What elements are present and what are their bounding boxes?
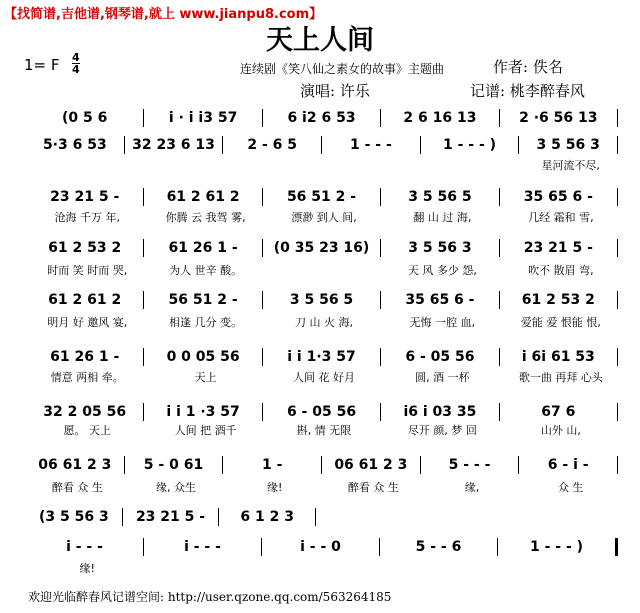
bar-line xyxy=(262,291,263,309)
lyric: 醉看 众 生 xyxy=(51,481,103,494)
measure: (0 35 23 16) xyxy=(273,240,370,256)
bar-line xyxy=(262,348,263,366)
measure: 6 1 2 3 xyxy=(240,509,294,525)
measure: 3 5 56 3 xyxy=(536,137,600,153)
lyrics-line xyxy=(28,422,620,438)
bar-line xyxy=(143,109,144,127)
measure: 1 - xyxy=(261,457,283,473)
bar-line xyxy=(143,188,144,206)
bar-line xyxy=(380,291,381,309)
bar-line xyxy=(380,188,381,206)
lyric: 缘! xyxy=(79,562,95,575)
bar-line xyxy=(315,508,316,526)
bar-line xyxy=(124,136,125,154)
lyric: 刀 山 火 海, xyxy=(295,316,354,329)
lyric: 斟, 情 无限 xyxy=(296,424,352,437)
lyric: 尽开 颜, 梦 回 xyxy=(407,424,477,437)
measure: 1 - - - xyxy=(349,137,392,153)
measure: 61 2 53 2 xyxy=(521,292,595,308)
measure: 35 65 6 - xyxy=(523,189,593,205)
footer-link[interactable]: 欢迎光临醉春风记谱空间: http://user.qzone.qq.com/563264185 xyxy=(28,590,392,604)
transcriber: 记谱: 桃李醉春风 xyxy=(470,82,585,100)
notation-line xyxy=(28,507,318,527)
measure: i - - 0 xyxy=(300,539,341,555)
bar-line xyxy=(617,109,618,127)
bar-line xyxy=(617,136,618,154)
time-signature xyxy=(72,52,80,75)
measure: 2 6 16 13 xyxy=(403,110,477,126)
bar-line xyxy=(499,239,500,257)
bar-line xyxy=(420,456,421,474)
bar-line xyxy=(617,403,618,421)
measure: i6 i 03 35 xyxy=(403,404,477,420)
notation-line xyxy=(28,238,620,258)
lyric xyxy=(265,262,383,278)
measure: i - - - xyxy=(184,539,221,555)
measure: 23 21 5 - xyxy=(523,240,593,256)
lyric xyxy=(225,157,324,173)
bar-line xyxy=(143,291,144,309)
lyric xyxy=(127,157,226,173)
bar-line xyxy=(499,348,500,366)
bar-line xyxy=(124,456,125,474)
measure: 61 2 53 2 xyxy=(48,240,122,256)
lyric xyxy=(265,560,383,576)
lyric xyxy=(324,157,423,173)
measure: i · i i3 57 xyxy=(168,110,238,126)
measure: 3 5 56 5 xyxy=(289,292,354,308)
lyrics-line xyxy=(28,262,620,278)
measure: i i 1·3 57 xyxy=(287,349,356,365)
bar-line xyxy=(222,136,223,154)
bar-line xyxy=(143,348,144,366)
lyric: 歌一曲 再拜 心头 xyxy=(518,371,603,384)
measure: 67 6 xyxy=(541,404,576,420)
bar-line xyxy=(262,188,263,206)
lyric: 醉看 众 生 xyxy=(347,481,399,494)
lyrics-line xyxy=(28,369,620,385)
lyrics-line xyxy=(28,157,620,173)
notation-line xyxy=(28,537,620,557)
measure: 23 21 5 - xyxy=(135,509,206,525)
singer: 演唱: 许乐 xyxy=(300,82,370,100)
bar-line xyxy=(143,538,144,556)
lyric: 天上 xyxy=(194,371,217,384)
measure: 6 i2 6 53 xyxy=(287,110,356,126)
measure: 0 0 05 56 xyxy=(166,349,240,365)
measure: 6 - i - xyxy=(547,457,589,473)
measure: 06 61 2 3 xyxy=(38,457,112,473)
bar-line xyxy=(617,188,618,206)
bar-line xyxy=(615,538,618,556)
measure: 61 2 61 2 xyxy=(166,189,240,205)
notation-line xyxy=(28,290,620,310)
measure: 2 ·6 56 13 xyxy=(519,110,598,126)
bar-line xyxy=(497,538,498,556)
bar-line xyxy=(143,403,144,421)
measure: 61 26 1 - xyxy=(168,240,238,256)
measure: 5 - - 6 xyxy=(415,539,462,555)
measure: 61 2 61 2 xyxy=(48,292,122,308)
lyric: 无悔 一腔 血, xyxy=(409,316,476,329)
measure: 23 21 5 - xyxy=(50,189,120,205)
bar-line xyxy=(379,538,380,556)
bar-line xyxy=(122,508,123,526)
bar-line xyxy=(617,348,618,366)
measure: 3 5 56 5 xyxy=(408,189,472,205)
site-banner[interactable]: 【找简谱,吉他谱,钢琴谱,就上 www.jianpu8.com】 xyxy=(4,7,323,22)
measure: 6 - 05 56 xyxy=(405,349,475,365)
composer: 作者: 佚名 xyxy=(493,58,563,76)
measure: (3 5 56 3 xyxy=(38,509,109,525)
bar-line xyxy=(518,456,519,474)
measure: 06 61 2 3 xyxy=(334,457,408,473)
measure: i - - - xyxy=(66,539,103,555)
lyric: 几经 霜和 雪, xyxy=(528,211,594,224)
bar-line xyxy=(617,239,618,257)
measure: 5 - 0 61 xyxy=(143,457,204,473)
lyric: 时而 笑 时而 哭, xyxy=(47,264,128,277)
notation-line xyxy=(28,108,620,128)
lyrics-line xyxy=(28,314,620,330)
bar-line xyxy=(261,538,262,556)
bar-line xyxy=(321,456,322,474)
bar-line xyxy=(499,188,500,206)
lyric: 相逢 几分 变。 xyxy=(169,316,243,329)
bar-line xyxy=(499,109,500,127)
lyric xyxy=(146,560,264,576)
measure: i 6i 61 53 xyxy=(521,349,595,365)
time-signature-top: 4 xyxy=(72,51,80,64)
notation-line xyxy=(28,402,620,422)
lyric: 星河流不尽, xyxy=(541,159,600,172)
lyric: 情意 两相 牵。 xyxy=(50,371,124,384)
lyric: 众 生 xyxy=(557,481,584,494)
measure: 35 65 6 - xyxy=(405,292,475,308)
lyric: 爱能 爱 恨能 恨, xyxy=(520,316,601,329)
measure: 61 26 1 - xyxy=(50,349,120,365)
measure: (0 5 6 xyxy=(62,110,108,126)
measure: 5 - - - xyxy=(448,457,491,473)
bar-line xyxy=(218,508,219,526)
bar-line xyxy=(518,136,519,154)
measure: 1 - - - ) xyxy=(529,539,584,555)
bar-line xyxy=(420,136,421,154)
lyric: 缘, xyxy=(464,481,480,494)
bar-line xyxy=(499,403,500,421)
measure: 56 51 2 - xyxy=(168,292,238,308)
lyric: 缘, 众生 xyxy=(156,481,196,494)
lyric: 人间 花 好月 xyxy=(293,371,356,384)
bar-line xyxy=(262,239,263,257)
lyric: 明月 好 邀风 宴, xyxy=(47,316,128,329)
lyric: 吹不 散眉 弯, xyxy=(528,264,594,277)
key-signature: 1= F xyxy=(24,56,60,74)
bar-line xyxy=(321,136,322,154)
bar-line xyxy=(143,239,144,257)
notation-line xyxy=(28,187,620,207)
lyric: 翻 山 过 海, xyxy=(413,211,472,224)
lyric: 漂渺 到人 间, xyxy=(291,211,357,224)
lyric: 天 风 多少 怨, xyxy=(407,264,477,277)
measure: 6 - 05 56 xyxy=(286,404,357,420)
bar-line xyxy=(617,291,618,309)
time-signature-bottom: 4 xyxy=(72,63,80,76)
lyric: 缘! xyxy=(266,481,283,494)
measure: 5·3 6 53 xyxy=(42,137,107,153)
song-title: 天上人间 xyxy=(266,25,374,56)
lyric: 为人 世辛 酸。 xyxy=(169,264,243,277)
lyric xyxy=(502,560,620,576)
bar-line xyxy=(380,348,381,366)
lyrics-line xyxy=(28,209,620,225)
bar-line xyxy=(499,291,500,309)
notation-line xyxy=(28,347,620,367)
notation-line xyxy=(28,135,620,155)
bar-line xyxy=(262,109,263,127)
measure: 2 - 6 5 xyxy=(247,137,297,153)
measure: 32 23 6 13 xyxy=(132,137,215,153)
bar-line xyxy=(262,403,263,421)
measure: 3 5 56 3 xyxy=(408,240,472,256)
lyric: 圆, 酒 一杯 xyxy=(415,371,470,384)
bar-line xyxy=(380,109,381,127)
bar-line xyxy=(222,456,223,474)
measure: i i 1 ·3 57 xyxy=(166,404,240,420)
lyric xyxy=(383,560,501,576)
lyric xyxy=(423,157,522,173)
lyric: 山外 山, xyxy=(540,424,581,437)
lyric: 愿。 天上 xyxy=(63,424,111,437)
lyric: 沧海 千万 年, xyxy=(54,211,120,224)
lyrics-line xyxy=(28,560,620,576)
measure: 32 2 05 56 xyxy=(43,404,127,420)
measure: 1 - - - ) xyxy=(442,137,497,153)
subtitle: 连续剧《笑八仙之素女的故事》主题曲 xyxy=(240,62,445,76)
bar-line xyxy=(617,456,618,474)
lyric: 人间 把 酒千 xyxy=(174,424,237,437)
lyrics-line xyxy=(28,479,620,495)
notation-line xyxy=(28,455,620,475)
bar-line xyxy=(380,239,381,257)
measure: 56 51 2 - xyxy=(286,189,357,205)
bar-line xyxy=(380,403,381,421)
lyric: 你腾 云 我驾 雾, xyxy=(165,211,246,224)
lyric xyxy=(28,157,127,173)
